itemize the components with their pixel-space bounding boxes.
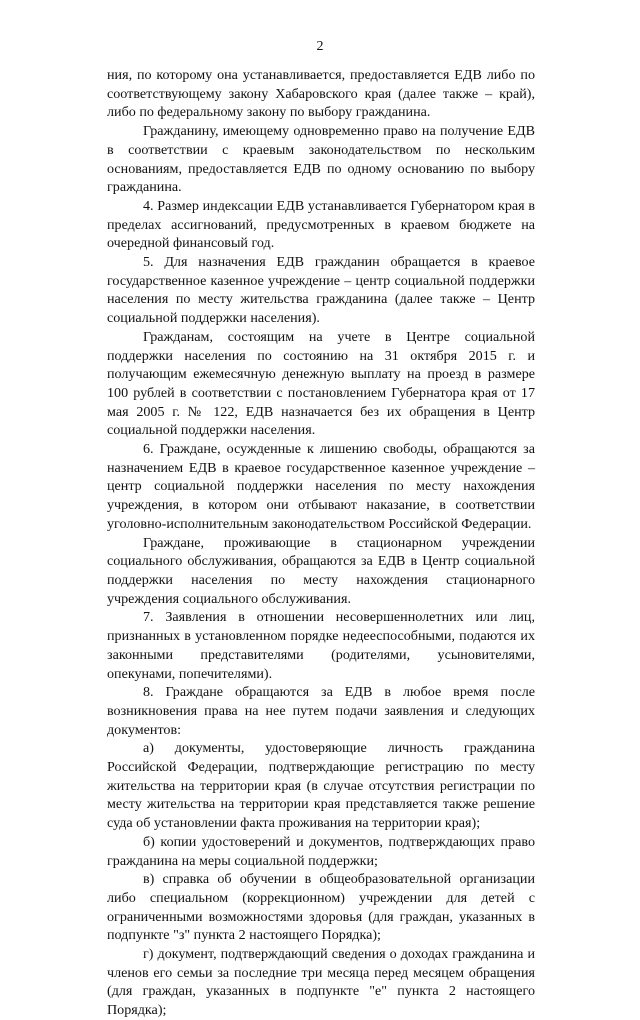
document-body xyxy=(107,66,535,1020)
paragraph-multiple-grounds: Гражданину, имеющему одновременно право на получение ЕДВ в соответствии с краевым законодательством по нескольким основаниям, предоставляется ЕДВ по одному основанию по выбору гражданина. xyxy=(107,123,535,196)
paragraph-registered-citizens: Гражданам, состоящим на учете в Центре социальной поддержки населения по состоянию на 31 октября 2015 г. и получающим ежемесячную денежную выплату на проезд в размере 100 рублей в соответствии с постановлением Губернатора края от 17 мая 2005 г. № 122, ЕДВ назначается без их обращения в Центр социальной поддержки населения. xyxy=(107,328,535,439)
list-item-g: г) документ, подтверждающий сведения о доходах гражданина и членов его семьи за последние три месяца перед месяцем обращения (для граждан, указанных в подпункте "е" пункта 2 настоящего Порядка); xyxy=(107,946,535,1019)
paragraph-item-5: 5. Для назначения ЕДВ гражданин обращается в краевое государственное казенное учреждение – центр социальной поддержки населения по месту жительства гражданина (далее также – Центр социальной поддержки населения). xyxy=(107,254,535,327)
paragraph-item-6: 6. Граждане, осужденные к лишению свободы, обращаются за назначением ЕДВ в краевое государственное казенное учреждение – центр социальной поддержки населения по месту нахождения учреждения, в котором они отбывают наказание, в соответствии уголовно-исполнительным законодательством Российской Федерации. xyxy=(107,441,535,532)
paragraph-stationary-institution: Граждане, проживающие в стационарном учреждении социального обслуживания, обращаются за ЕДВ в Центр социальной поддержки населения по месту нахождения стационарного учреждения социального обслуживания. xyxy=(107,534,535,607)
paragraph-continuation: ния, по которому она устанавливается, предоставляется ЕДВ либо по соответствующему закону Хабаровского края (далее также – край), либо по федеральному закону по выбору гражданина. xyxy=(107,67,535,121)
list-item-b: б) копии удостоверений и документов, подтверждающих право гражданина на меры социальной поддержки; xyxy=(107,833,535,869)
paragraph-item-7: 7. Заявления в отношении несовершеннолетних или лиц, признанных в установленном порядке недееспособными, подаются их законными представителями (родителями, усыновителями, опекунами, попечителями). xyxy=(107,609,535,682)
paragraph-item-8: 8. Граждане обращаются за ЕДВ в любое время после возникновения права на нее путем подачи заявления и следующих документов: xyxy=(107,684,535,738)
list-item-a: а) документы, удостоверяющие личность гражданина Российской Федерации, подтверждающие регистрацию по месту жительства на территории края (в случае отсутствия регистрации по месту жительства на территории края представляется также решение суда об установлении факта проживания на территории края); xyxy=(107,740,535,832)
list-item-v: в) справка об обучении в общеобразовательной организации либо специальном (коррекционном) учреждении для детей с ограниченными возможностями здоровья (для граждан, указанных в подпункте "з" пункта 2 настоящего Порядка); xyxy=(107,871,535,944)
page-number: 2 xyxy=(316,39,324,54)
paragraph-item-4: 4. Размер индексации ЕДВ устанавливается Губернатором края в пределах ассигнований, предусмотренных в краевом бюджете на очередной финансовый год. xyxy=(107,197,535,252)
